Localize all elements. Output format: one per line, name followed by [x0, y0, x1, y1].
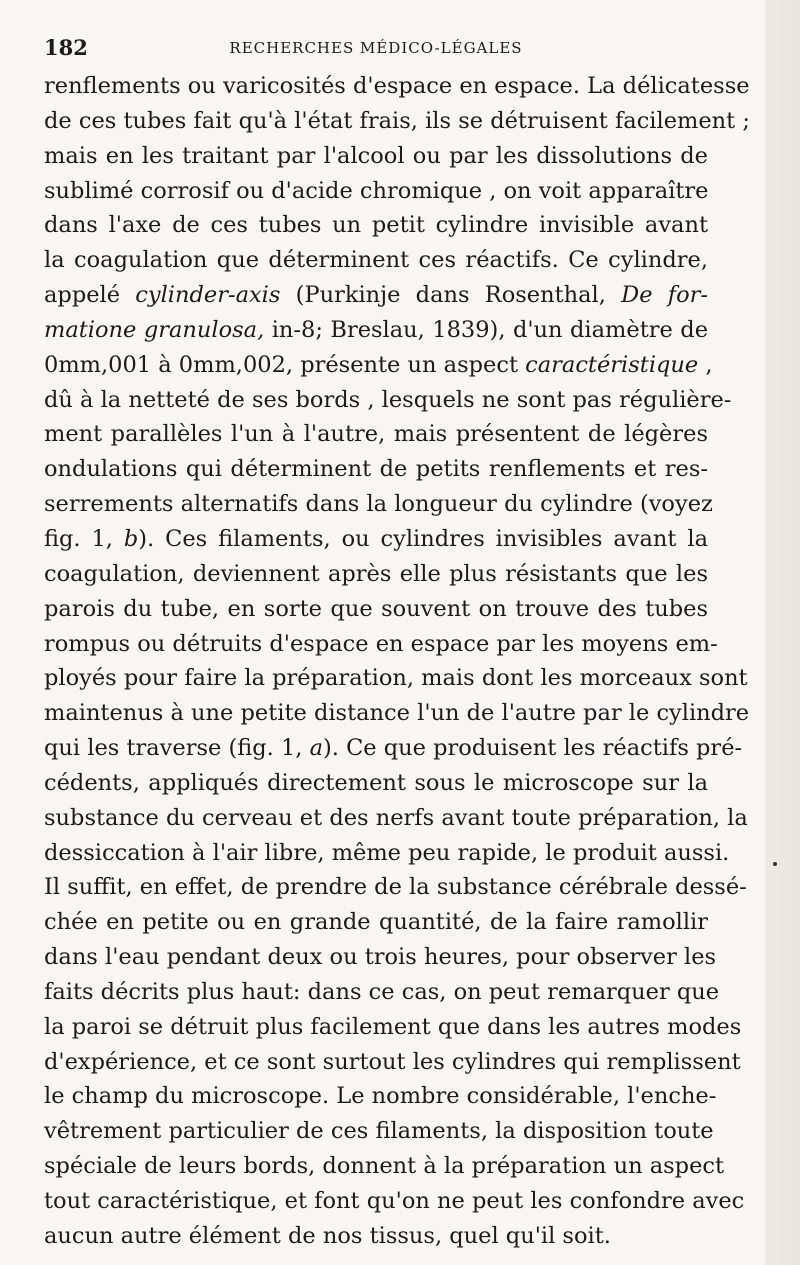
text-segment: fig. 1,: [44, 525, 124, 552]
text-line: maintenus à une petite distance l'un de l'autre par le cylindre: [44, 700, 750, 727]
ink-speck: [773, 862, 777, 866]
text-line: dessiccation à l'air libre, même peu rapide, le produit aussi.: [44, 839, 730, 866]
text-line: [44, 348, 713, 383]
text-line: cédents, appliqués directement sous le microscope sur la: [44, 769, 708, 796]
text-line: la coagulation que déterminent ces réactifs. Ce cylindre,: [44, 247, 708, 274]
text-line: tout caractéristique, et font qu'on ne peut les confondre avec: [44, 1188, 745, 1214]
text-segment: qui les traverse (fig. 1,: [44, 735, 310, 762]
text-segment: ). Ces filaments, ou cylindres invisibles avant la: [138, 525, 708, 552]
italic-text: caractéristique: [525, 351, 699, 378]
italic-text: a: [309, 735, 323, 762]
text-segment: ,: [698, 351, 713, 378]
text-line: [44, 522, 708, 557]
text-line: dans l'axe de ces tubes un petit cylindre invisible avant: [44, 212, 708, 239]
text-line: [44, 731, 743, 766]
text-line: ment parallèles l'un à l'autre, mais présentent de légères: [44, 421, 708, 448]
page-number: 182: [44, 35, 88, 60]
text-line: mais en les traitant par l'alcool ou par les dissolutions de: [44, 142, 708, 169]
italic-text: matione granulosa,: [44, 316, 265, 343]
text-line: [44, 278, 708, 313]
text-line: aucun autre élément de nos tissus, quel qu'il soit.: [44, 1222, 611, 1249]
body-text: [44, 69, 750, 1254]
text-line: chée en petite ou en grande quantité, de la faire ramollir: [44, 909, 708, 936]
text-line: renflements ou varicosités d'espace en espace. La délicatesse: [44, 73, 750, 99]
text-line: le champ du microscope. Le nombre considérable, l'enche-: [44, 1083, 717, 1110]
text-line: parois du tube, en sorte que souvent on trouve des tubes: [44, 595, 708, 622]
text-line: d'expérience, et ce sont surtout les cylindres qui remplissent: [44, 1048, 741, 1075]
text-segment: in-8; Breslau, 1839), d'un diamètre de: [264, 316, 709, 343]
text-segment: 0mm,001 à 0mm,002, présente un aspect: [44, 351, 526, 378]
running-title: RECHERCHES MÉDICO-LÉGALES: [229, 39, 523, 57]
text-line: spéciale de leurs bords, donnent à la préparation un aspect: [44, 1153, 725, 1180]
text-segment: (Purkinje dans Rosenthal,: [280, 282, 622, 309]
italic-text: De for-: [621, 282, 708, 309]
italic-text: cylinder-axis: [135, 282, 281, 309]
italic-text: b: [123, 525, 139, 552]
text-line: dû à la netteté de ses bords , lesquels ne sont pas régulière-: [44, 386, 732, 413]
text-line: Il suffit, en effet, de prendre de la substance cérébrale dessé-: [44, 874, 747, 901]
text-line: ployés pour faire la préparation, mais dont les morceaux sont: [44, 665, 748, 692]
text-line: substance du cerveau et des nerfs avant toute préparation, la: [44, 804, 748, 831]
text-line: sublimé corrosif ou d'acide chromique , on voit apparaître: [44, 177, 709, 204]
text-line: dans l'eau pendant deux ou trois heures, pour observer les: [44, 944, 717, 971]
text-line: vêtrement particulier de ces filaments, la disposition toute: [44, 1118, 714, 1145]
page-edge: [765, 0, 800, 1265]
page-header: [44, 36, 708, 60]
text-line: [44, 313, 708, 348]
text-line: serrements alternatifs dans la longueur du cylindre (voyez: [44, 491, 713, 518]
text-line: ondulations qui déterminent de petits renflements et res-: [44, 456, 708, 483]
text-line: coagulation, deviennent après elle plus résistants que les: [44, 560, 708, 587]
text-line: la paroi se détruit plus facilement que dans les autres modes: [44, 1013, 742, 1040]
text-segment: ). Ce que produisent les réactifs pré-: [323, 735, 743, 762]
text-line: faits décrits plus haut: dans ce cas, on peut remarquer que: [44, 978, 720, 1005]
text-line: rompus ou détruits d'espace en espace par les moyens em-: [44, 630, 718, 657]
text-segment: appelé: [44, 282, 136, 309]
text-line: de ces tubes fait qu'à l'état frais, ils se détruisent facilement ;: [44, 107, 750, 134]
